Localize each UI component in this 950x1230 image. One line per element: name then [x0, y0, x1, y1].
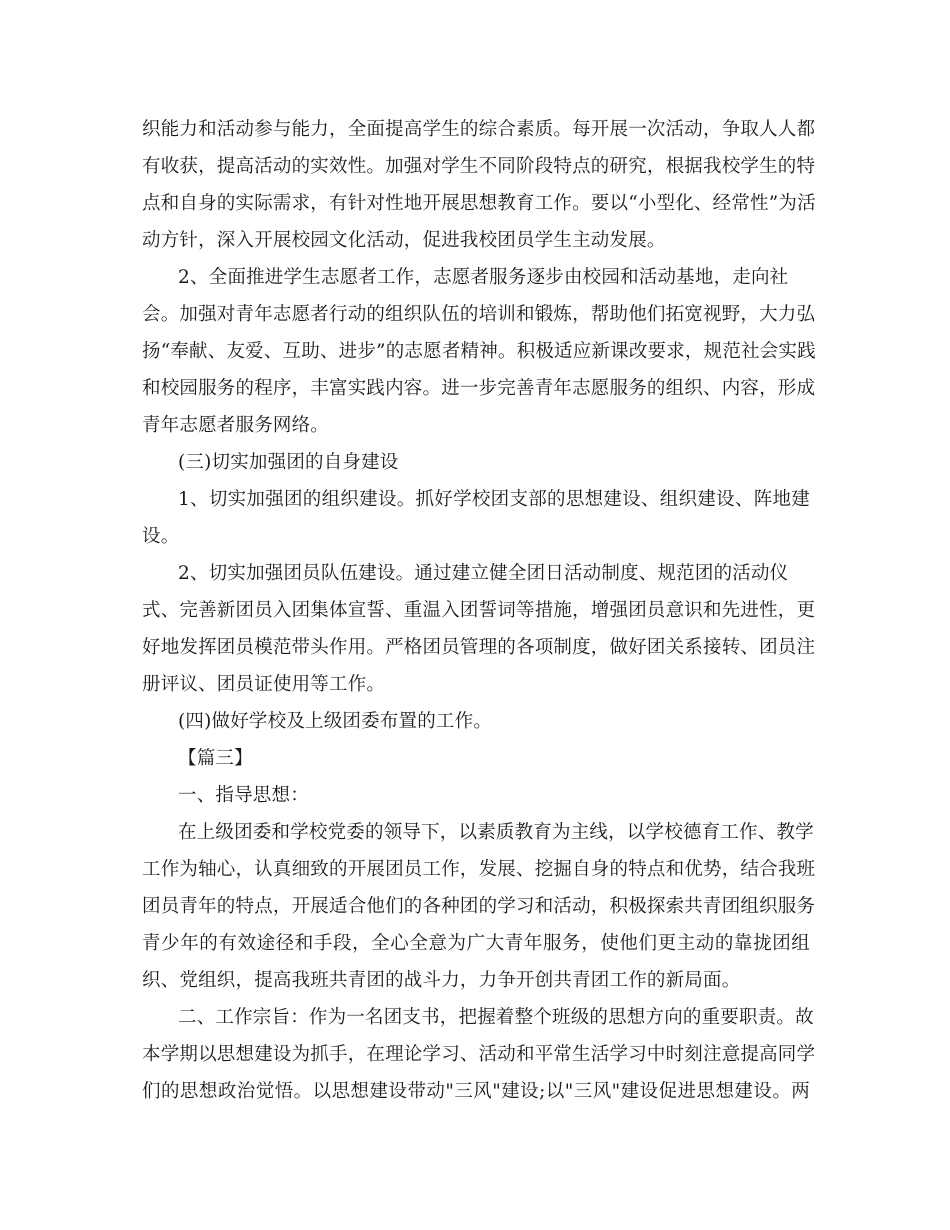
paragraph-line: 点和自身的实际需求，有针对性地开展思想教育工作。要以“小型化、经常性”为活	[142, 193, 816, 214]
paragraph-line: 扬“奉献、友爱、互助、进步”的志愿者精神。积极适应新课改要求，规范社会实践	[142, 341, 816, 362]
paragraph-line: 织能力和活动参与能力，全面提高学生的综合素质。每开展一次活动，争取人人都	[142, 119, 816, 140]
section-heading: (四)做好学校及上级团委布置的工作。	[178, 711, 493, 732]
paragraph-line: 和校园服务的程序，丰富实践内容。进一步完善青年志愿服务的组织、内容，形成	[142, 378, 816, 399]
paragraph-line: 动方针，深入开展校园文化活动，促进我校团员学生主动发展。	[142, 230, 666, 251]
paragraph-line: 1、切实加强团的组织建设。抓好学校团支部的思想建设、组织建设、阵地建	[178, 489, 810, 510]
paragraph-line: 们的思想政治觉悟。以思想建设带动"三风"建设;以"三风"建设促进思想建设。两	[142, 1081, 810, 1102]
paragraph-line: 2、切实加强团员队伍建设。通过建立健全团日活动制度、规范团的活动仪	[178, 563, 789, 584]
paragraph-line: 好地发挥团员模范带头作用。严格团员管理的各项制度，做好团关系接转、团员注	[142, 637, 816, 658]
paragraph-line: 有收获，提高活动的实效性。加强对学生不同阶段特点的研究，根据我校学生的特	[142, 156, 816, 177]
paragraph-line: 工作为轴心，认真细致的开展团员工作，发展、挖掘自身的特点和优势，结合我班	[142, 859, 816, 880]
section-heading: 一、指导思想：	[178, 785, 309, 806]
paragraph-line: 团员青年的特点，开展适合他们的各种团的学习和活动，积极探索共青团组织服务	[142, 896, 816, 917]
part-heading: 【篇三】	[178, 748, 253, 769]
paragraph-line: 册评议、团员证使用等工作。	[142, 674, 386, 695]
paragraph-line: 式、完善新团员入团集体宣誓、重温入团誓词等措施，增强团员意识和先进性，更	[142, 600, 816, 621]
paragraph-line: 青年志愿者服务网络。	[142, 415, 330, 436]
paragraph-line: 青少年的有效途径和手段，全心全意为广大青年服务，使他们更主动的靠拢团组	[142, 933, 810, 954]
paragraph-line: 本学期以思想建设为抓手，在理论学习、活动和平常生活学习中时刻注意提高同学	[142, 1044, 816, 1065]
paragraph-line: 织、党组织，提高我班共青团的战斗力，力争开创共青团工作的新局面。	[142, 970, 741, 991]
paragraph-line: 会。加强对青年志愿者行动的组织队伍的培训和锻炼，帮助他们拓宽视野，大力弘	[142, 304, 816, 325]
section-heading: (三)切实加强团的自身建设	[178, 452, 399, 473]
paragraph-line: 2、全面推进学生志愿者工作，志愿者服务逐步由校园和活动基地，走向社	[178, 267, 789, 288]
paragraph-line: 二、工作宗旨：作为一名团支书，把握着整个班级的思想方向的重要职责。故	[178, 1007, 814, 1028]
paragraph-line: 设。	[142, 526, 180, 547]
paragraph-line: 在上级团委和学校党委的领导下，以素质教育为主线，以学校德育工作、教学	[178, 822, 814, 843]
